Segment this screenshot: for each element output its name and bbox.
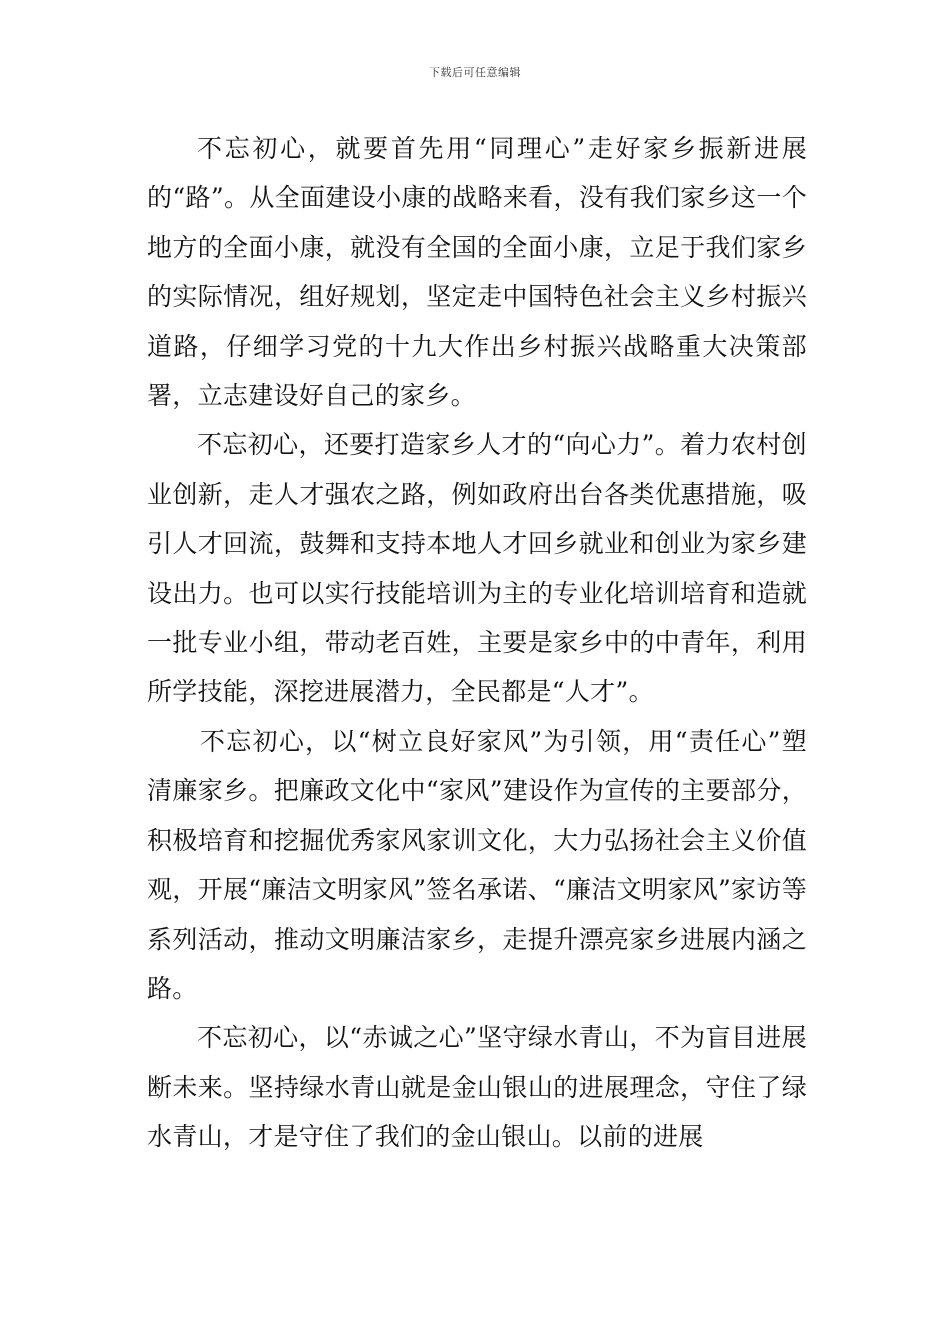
document-body (147, 124, 807, 1162)
paragraph-3: 不忘初心，以“树立良好家风”为引领，用“责任心”塑清廉家乡。把廉政文化中“家风”建设作为宣传的主要部分，积极培育和挖掘优秀家风家训文化，大力弘扬社会主义价值观，开展“廉洁文明家风”签名承诺、“廉洁文明家风”家访等系列活动，推动文明廉洁家乡，走提升漂亮家乡进展内涵之路。 (147, 726, 807, 1003)
paragraph-4: 不忘初心，以“赤诚之心”坚守绿水青山，不为盲目进展断未来。坚持绿水青山就是金山银山的进展理念，守住了绿水青山，才是守住了我们的金山银山。以前的进展 (147, 1023, 807, 1152)
paragraph-1: 不忘初心，就要首先用“同理心”走好家乡振新进展的“路”。从全面建设小康的战略来看，没有我们家乡这一个地方的全面小康，就没有全国的全面小康，立足于我们家乡的实际情况，组好规划，坚定走中国特色社会主义乡村振兴道路，仔细学习党的十九大作出乡村振兴战略重大决策部署，立志建设好自己的家乡。 (147, 134, 807, 411)
paragraph-2: 不忘初心，还要打造家乡人才的“向心力”。着力农村创业创新，走人才强农之路，例如政府出台各类优惠措施，吸引人才回流，鼓舞和支持本地人才回乡就业和创业为家乡建设出力。也可以实行技能培训为主的专业化培训培育和造就一批专业小组，带动老百姓，主要是家乡中的中青年，利用所学技能，深挖进展潜力，全民都是“人才”。 (147, 430, 807, 707)
page-header: 下载后可任意编辑 (429, 66, 521, 79)
